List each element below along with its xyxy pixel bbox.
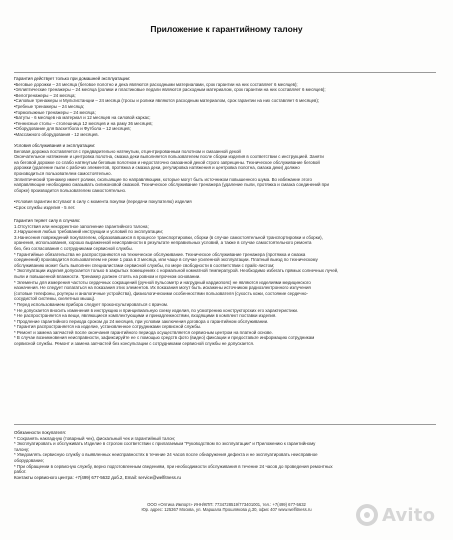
- void-section: [14, 218, 444, 347]
- conditions-heading: Условия обслуживания и эксплуатации:: [14, 143, 96, 148]
- conditions-section: [14, 143, 444, 193]
- void-line: * Не распространяется на вещи, являющиеся комплектующими и принадлежностями, входящими в комплект поставки изделия.: [14, 313, 277, 319]
- warranty-item: •Велотренажеры – 24 месяца;: [14, 92, 76, 98]
- warranty-section: [14, 76, 444, 138]
- duties-divider: [14, 424, 436, 425]
- warranty-item: •Теннисные столы – столешница 12 месяцев и на раму 36 месяцев;: [14, 120, 153, 126]
- terms-line: •Условия гарантии вступают в силу с момента покупки (передачи покупателю) изделия: [14, 199, 192, 204]
- conditions-line: Беговая дорожка поставляется с предварительно натянутым, отцентрированным полотном и смазанной декой: [14, 148, 241, 154]
- void-line: пыли и повышенной влажности. Тренажер должен стоять на ровном и прочном основании.: [14, 273, 201, 279]
- void-line: сервисной службы. Ремонт и замена запчастей без консультации с сотрудниками сервисной службы не допускается.: [14, 341, 255, 347]
- void-line: * В случае возникновения неисправности, зафиксируйте ее с помощью средств фото (видео) фиксации и предоставьте информацию сотрудникам: [14, 335, 315, 341]
- void-line: без, без согласования с сотрудниками сервисной службы.: [14, 245, 133, 251]
- terms-section: [14, 199, 444, 210]
- void-line: хранения, использования, хорошо выраженной неисправности в результате неправильных условий, а также в случае самостоятельного ремонта: [14, 240, 312, 246]
- duties-line: оборудование;: [14, 457, 45, 463]
- duties-line: * Эксплуатировать и обслуживать Изделие в строгом соответствии с прилагаемым "Руководством по эксплуатации" и Приложению к гарантийному: [14, 441, 316, 447]
- conditions-line: направляющие необходимо смазывать силиконовой смазкой. Техническое обслуживание тренажера (удаление пыли, протяжка и смазка соединений при: [14, 182, 329, 188]
- warranty-item: •Массажного оборудования - 12 месяцев.: [14, 131, 99, 137]
- conditions-line: Эллиптический тренажер имеет ролики, скользящие по направляющим, которые могут быть источником повышенного шума. Во избежание этого: [14, 176, 312, 182]
- terms-line: •Срок службы изделия - 5 лет.: [14, 204, 76, 210]
- void-line: обслуживанию может быть выполнен специалистами сервисной службы, по мере свободности в соответствии с прайс-листом;: [14, 262, 275, 268]
- conditions-line: на беговой дорожке со слабо натянутым беговым полотном и недостаточно смазанной декой строго запрещены. Техническое обслуживание беговой: [14, 159, 320, 165]
- duties-line: работ.: [14, 469, 27, 475]
- void-line: 2.Нарушения любых требований инструкции и условий по эксплуатации;: [14, 229, 163, 235]
- void-line: * Продление гарантийного периода сроком до 24 месяцев, при условии заключения договора о гарантийном обслуживании.: [14, 318, 269, 324]
- void-line: * Не допускается вносить изменения в инструкцию и принципиальную схему изделия, по усмотрению конструкторских его характеристики.: [14, 307, 299, 313]
- warranty-item: •Гормолыжные тренажеры – 24 месяца;: [14, 109, 96, 115]
- void-line: (сотовые телефоны, роутеры и аналогичные устройства), физиологическими особенностями пользователя (сухость кожи, состояние сердечно-: [14, 290, 308, 296]
- avito-watermark: [356, 504, 435, 526]
- duties-line: * При обращении в сервисную службу, верно подготовленным сведениям, при необходимости обслуживания в течение 24 часов до проведения ремонтных: [14, 463, 333, 469]
- conditions-line: сборке) производится пользователем самостоятельно.: [14, 187, 127, 193]
- footer-line: Юр. адрес: 125367 Москва, ул. Маршала Прошлякова д.30, офис 407 www.welfitness.ru: [141, 507, 312, 513]
- warranty-item: •Гребные тренажеры – 24 месяца;: [14, 103, 85, 109]
- conditions-line: производиться пользователем самостоятельно.: [14, 170, 112, 176]
- avito-logo-icon: [356, 504, 378, 526]
- warranty-item: •Эллиптические тренажеры – 24 месяца (ролики и пластиковые педали являются расходным материалом, срок гарантии на них составляет 6 месяцев);: [14, 87, 326, 93]
- warranty-heading: Гарантия действует только при домашней эксплуатации:: [14, 76, 131, 81]
- duties-line: талону;: [14, 446, 30, 452]
- service-contacts: Контакты сервисного центра: +7(499) 677-5632 доб.2, Email: service@welfitness.ru: [14, 474, 181, 480]
- duties-section: [14, 430, 444, 480]
- warranty-item: •Оборудование для Баскетбола и Футбола – 12 месяцев;: [14, 126, 131, 132]
- conditions-line: дорожки (удаление пыли с рабочих элементов, протяжка и смазка деки, регулировка натяжения и центровка полотна, смазка деки) должно: [14, 165, 300, 171]
- void-line: * Гарантийные обязательства не распространяются на техническое обслуживание. Техническое обслуживание тренажера (протяжка и смазка: [14, 251, 306, 257]
- void-line: * Перед использованием прибора следует проконсультироваться с врачом.: [14, 301, 169, 307]
- void-line: * Элементы для измерения частоты сердечных сокращений (ручной пульсометр и нагрудный кардиопояс) не являются изделиями медицинского: [14, 279, 311, 285]
- void-line: назначения. Не следует полагаться на показания этих элементов. Их показания могут быть искажены источником радиоэлектронного излучения: [14, 285, 311, 291]
- footer-line: ООО «Оптика Импорт» ИНН/КПП: 7734728519/773401001, тел.: +7(499) 677-5632: [147, 502, 306, 507]
- warranty-item: •Силовые тренажеры и Мультистанции – 24 месяца (тросы и ролики являются расходным материалом, срок гарантии на них составляет 6 месяцев);: [14, 98, 320, 104]
- void-line: 1.Отсутствия или некорректное заполнение гарантийного талона;: [14, 223, 149, 229]
- duties-line: * Уведомлять сервисную службу о выявленных неисправностях в течение 24 часов после обнаружения дефекта и не эксплуатировать неисправное: [14, 452, 318, 458]
- conditions-line: Окончательное натяжение и центровка полотна, смазка деки выполняется пользователем после сборки изделия в соответствии с инструкцией. Заняти: [14, 154, 324, 160]
- watermark-text: Avito: [382, 504, 436, 526]
- void-line: * Эксплуатации изделия допускается только в закрытых помещениях с нормальной комнатной температурой. Необходимо избегать прямых солнечных лучей,: [14, 268, 339, 274]
- warranty-item: •Беговые дорожки – 24 месяца (беговое полотно и дека являются расходными материалами, срок гарантии на них составляет 6 месяцев);: [14, 81, 298, 87]
- duties-line: * Сохранять накладную (товарный чек), фискальный чек и гарантийный талон;: [14, 435, 176, 441]
- page-title: Приложение к гарантийному талону: [150, 24, 303, 34]
- void-line: сосудистой системы, скелетных мышц).: [14, 296, 96, 302]
- void-line: * Ремонт и замена запчастей после окончания гарантийного периода осуществляется сервисным центром на платной основе.: [14, 329, 273, 335]
- void-heading: Гарантия теряет силу в случаях:: [14, 218, 81, 223]
- duties-heading: Обязанности покупателя:: [14, 430, 66, 435]
- top-divider: [14, 72, 436, 73]
- warranty-item: •Батуты - 6 месяцев на материал и 12 месяцев на силовой каркас;: [14, 115, 151, 121]
- void-line: 3.Нанесения повреждений покупателем, образовавшихся в процессе транспортировки, сборки (в случае самостоятельной транспортировки и сборки),: [14, 234, 323, 240]
- void-line: * Гарантия распространяется на изделие, установленное сотрудниками сервисной службы.: [14, 324, 202, 330]
- void-line: соединений) производится пользователем не реже 1 раза в 3 месяца, или чаще в случае усиленной эксплуатации. Платный выезд по техническому: [14, 257, 318, 263]
